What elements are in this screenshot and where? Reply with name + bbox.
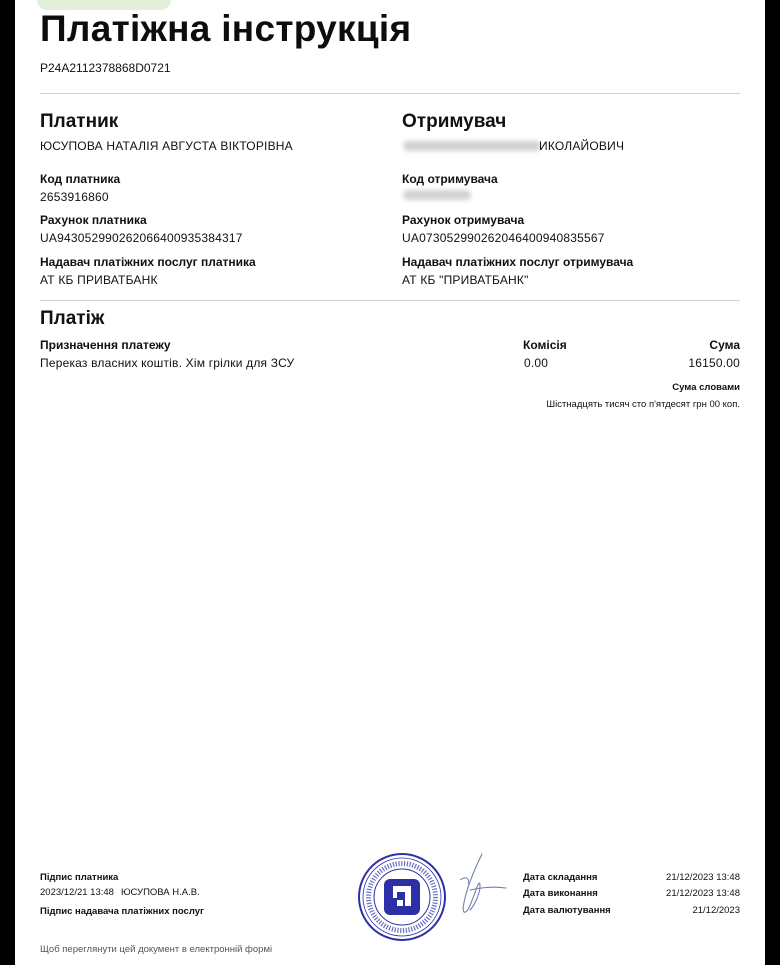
payer-signature-datetime: 2023/12/21 13:48 (40, 887, 114, 898)
date-value-value: 21/12/2023 (692, 905, 740, 916)
date-executed-label: Дата виконання (523, 888, 598, 899)
document-id: P24A2112378868D0721 (40, 61, 171, 75)
recipient-name-redacted (403, 141, 541, 151)
recipient-provider: АТ КБ "ПРИВАТБАНК" (402, 273, 529, 287)
payment-heading: Платіж (40, 308, 105, 329)
date-value-label: Дата валютування (523, 905, 611, 916)
payer-heading: Платник (40, 111, 119, 132)
payment-document (15, 0, 765, 965)
recipient-code-label: Код отримувача (402, 172, 498, 186)
payer-account: UA943052990262066400935384317 (40, 231, 243, 245)
purpose-value: Переказ власних коштів. Хім грілки для ЗСУ (40, 356, 295, 370)
divider-middle (40, 300, 740, 301)
amount-value: 16150.00 (688, 356, 740, 370)
amount-words-value: Шістнадцять тисяч сто п'ятдесят грн 00 коп. (546, 399, 740, 410)
commission-label: Комісія (523, 338, 567, 352)
payer-signature-name: ЮСУПОВА Н.А.В. (121, 887, 200, 898)
payer-provider-label: Надавач платіжних послуг платника (40, 255, 256, 269)
recipient-code-redacted (403, 190, 471, 200)
electronic-form-note[interactable]: Щоб переглянути цей документ в електронній формі (40, 944, 273, 955)
date-executed-value: 21/12/2023 13:48 (666, 888, 740, 899)
provider-signature-label: Підпис надавача платіжних послуг (40, 906, 204, 917)
purpose-label: Призначення платежу (40, 338, 171, 352)
recipient-heading: Отримувач (402, 111, 507, 132)
payer-account-label: Рахунок платника (40, 213, 147, 227)
commission-value: 0.00 (524, 356, 549, 370)
date-created-label: Дата складання (523, 872, 598, 883)
amount-label: Сума (709, 338, 740, 352)
handwritten-signature-icon (440, 850, 510, 920)
payer-signature-label: Підпис платника (40, 872, 119, 883)
recipient-name-visible: ИКОЛАЙОВИЧ (539, 139, 625, 153)
payer-code-label: Код платника (40, 172, 121, 186)
payer-provider: АТ КБ ПРИВАТБАНК (40, 273, 158, 287)
date-created-value: 21/12/2023 13:48 (666, 872, 740, 883)
page-title: Платіжна інструкція (40, 8, 412, 49)
recipient-account: UA073052990262046400940835567 (402, 231, 605, 245)
recipient-provider-label: Надавач платіжних послуг отримувача (402, 255, 634, 269)
divider-top (40, 93, 740, 94)
recipient-account-label: Рахунок отримувача (402, 213, 525, 227)
amount-words-label: Сума словами (672, 382, 740, 393)
bank-stamp-icon (357, 852, 447, 942)
payer-code: 2653916860 (40, 190, 109, 204)
payer-name: ЮСУПОВА НАТАЛІЯ АВГУСТА ВІКТОРІВНА (40, 139, 293, 153)
